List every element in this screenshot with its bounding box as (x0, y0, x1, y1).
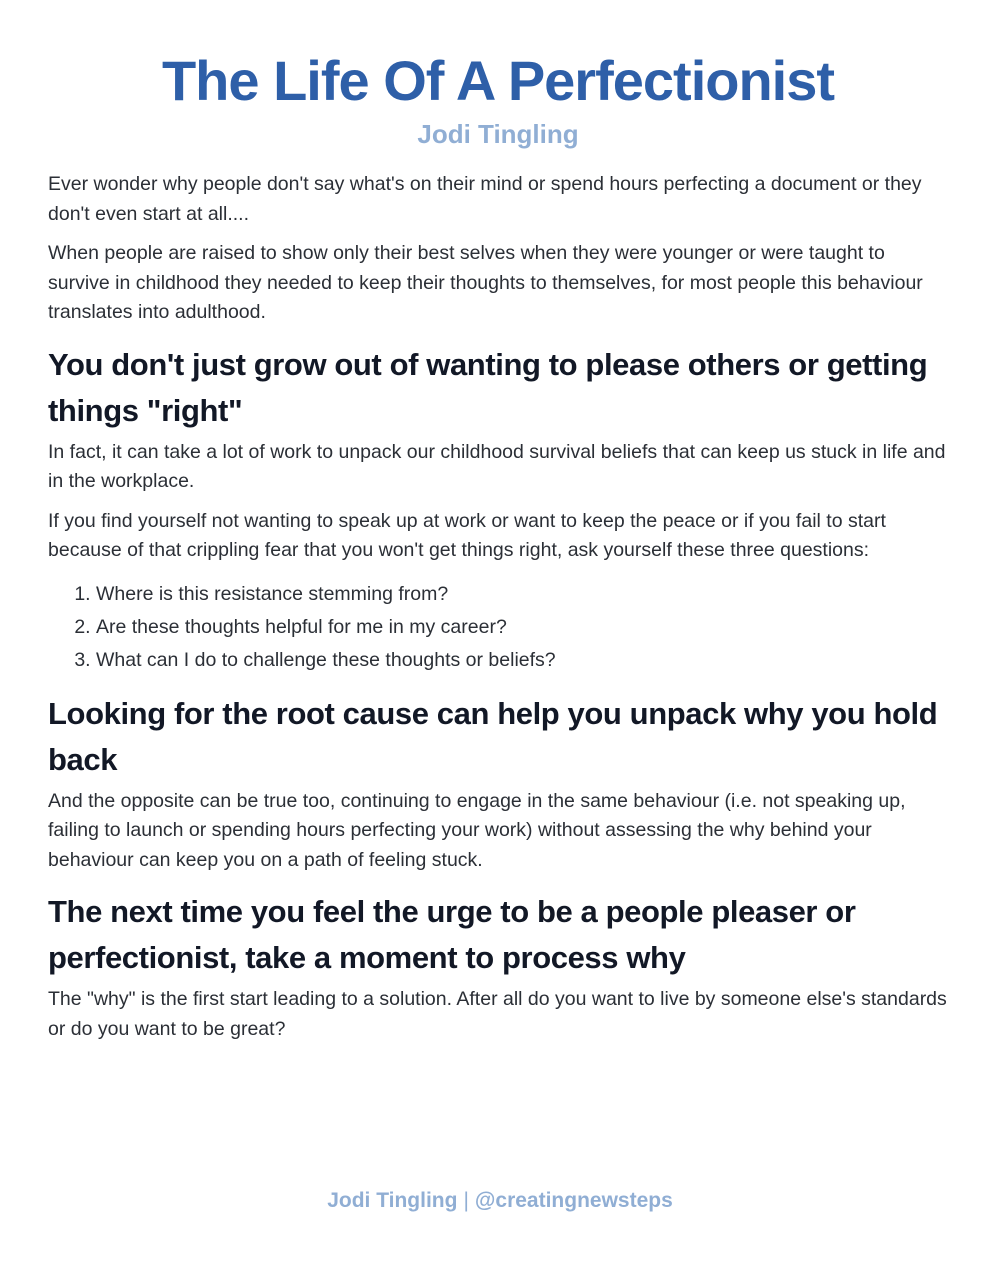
section-1-paragraph-2: If you find yourself not wanting to speak up at work or want to keep the peace or if you fail to start because of that crippling fear that you won't get things right, ask yourself these three questions: (48, 509, 886, 561)
author-name: Jodi Tingling (417, 119, 579, 149)
list-item: 3. What can I do to challenge these thoughts or beliefs? (96, 644, 948, 677)
section-3-paragraph-1: The "why" is the first start leading to a solution. After all do you want to live by someone else's standards or do you want to be great? (48, 988, 947, 1040)
list-item: 1. Where is this resistance stemming from? (96, 578, 948, 611)
section-3-heading: The next time you feel the urge to be a people pleaser or perfectionist, take a moment to process why (48, 894, 856, 975)
document-page (0, 48, 1000, 1044)
list-item: 2. Are these thoughts helpful for me in my career? (96, 611, 948, 644)
section-1-heading: You don't just grow out of wanting to please others or getting things "right" (48, 346, 928, 428)
section-1-paragraph-1: In fact, it can take a lot of work to unpack our childhood survival beliefs that can keep us stuck in life and in the workplace. (48, 440, 946, 492)
footer-handle: @creatingnewsteps (474, 1189, 673, 1212)
intro-paragraph-1: Ever wonder why people don't say what's on their mind or spend hours perfecting a document or they don't even start at all.... (48, 173, 922, 225)
questions-list (48, 578, 948, 677)
footer (0, 1186, 1000, 1216)
intro-paragraph-2: When people are raised to show only their best selves when they were younger or were taught to survive in childhood they needed to keep their thoughts to themselves, for most people this behaviour translates into adulthood. (48, 242, 923, 323)
footer-separator: | (463, 1189, 469, 1212)
page-title: The Life Of A Perfectionist (161, 49, 835, 112)
footer-author: Jodi Tingling (327, 1189, 458, 1212)
section-2-heading: Looking for the root cause can help you unpack why you hold back (48, 695, 938, 777)
section-2-paragraph-1: And the opposite can be true too, continuing to engage in the same behaviour (i.e. not speaking up, failing to launch or spending hours perfecting your work) without assessing the why behind your behaviour can keep you on a path of feeling stuck. (48, 789, 906, 871)
